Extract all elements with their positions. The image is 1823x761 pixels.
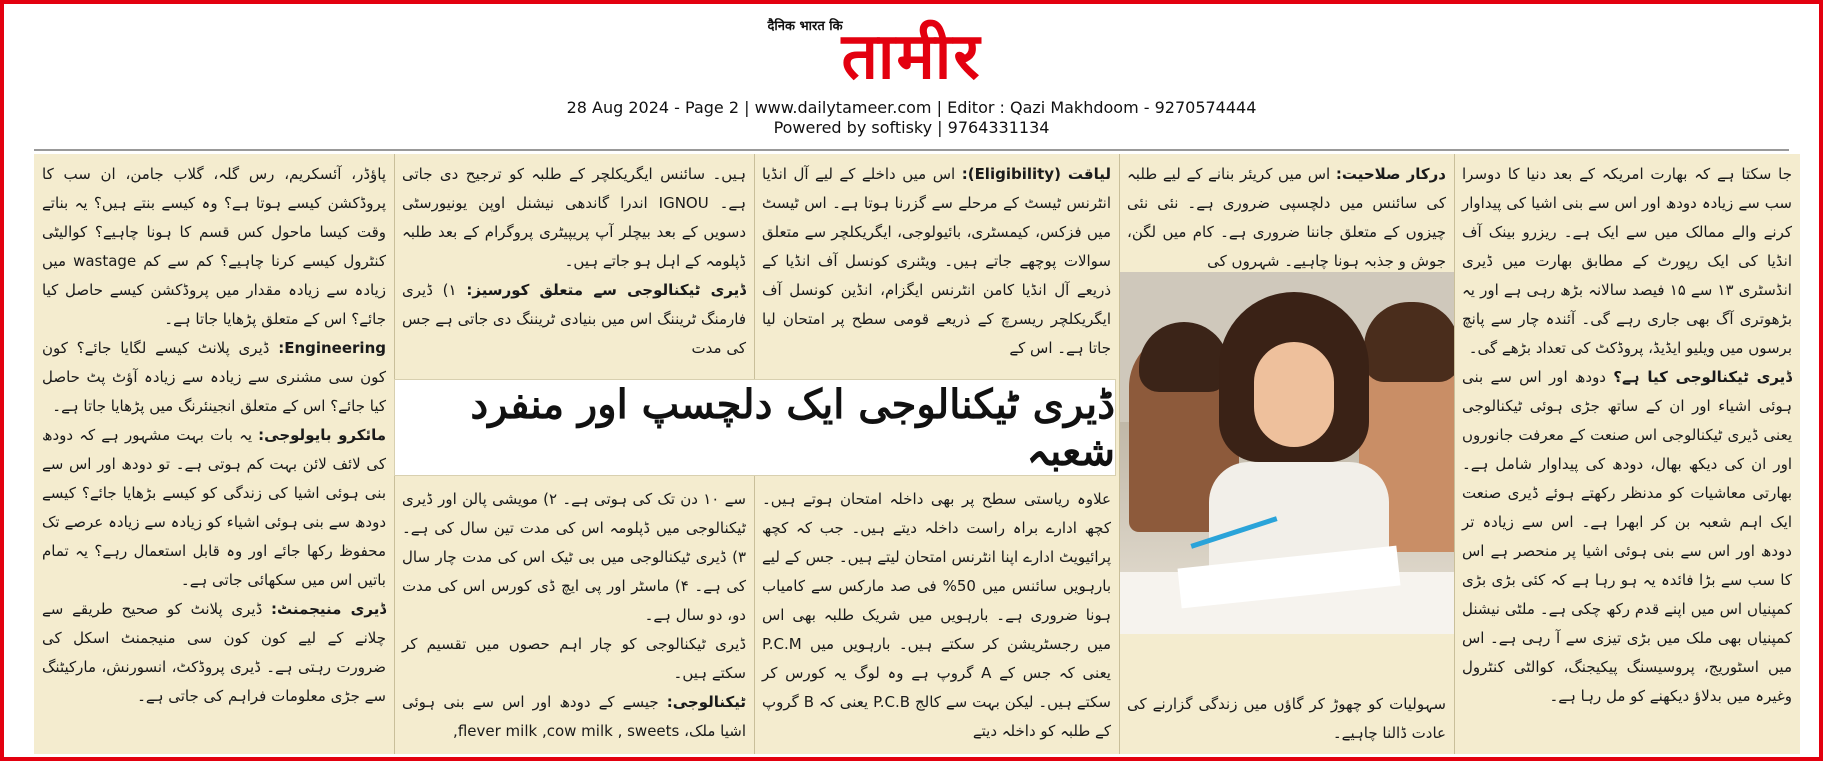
paragraph: سے ۱۰ دن تک کی ہوتی ہے۔ ۲) مویشی پالن اور ڈیری ٹیکنالوجی میں ڈپلومہ اس کی مدت تین سال کی ہے۔ ۳) ڈیری ٹیکنالوجی میں بی ٹیک اس کی مدت چار سال کی ہے۔ ۴) ماسٹر اور پی ایچ ڈی کورس اس کی مدت دو، دو سال ہے۔ bbox=[402, 490, 746, 624]
article-photo bbox=[1119, 272, 1454, 634]
article-column-5 bbox=[34, 154, 394, 754]
logo-wordmark: तामीर bbox=[841, 20, 982, 94]
paragraph: ہیں۔ سائنس ایگریکلچر کے طلبہ کو ترجیح دی جاتی ہے۔ IGNOU اندرا گاندھی نیشنل اوپن یونیورسٹی دسویں کے بعد بیچلر آپ پریپیٹری پروگرام کے بعد طلبہ ڈپلومہ کے اہل ہو جاتے ہیں۔ bbox=[402, 165, 746, 270]
separator-2: | bbox=[931, 98, 948, 117]
subheading: درکار صلاحیت: bbox=[1335, 165, 1446, 183]
logo-tagline: दैनिक भारत कि bbox=[767, 19, 843, 34]
article-column-3-top bbox=[754, 154, 1119, 389]
article-clipping bbox=[34, 154, 1800, 754]
article-column-3-bottom bbox=[754, 479, 1119, 754]
column-divider bbox=[1454, 154, 1455, 754]
article-column-2-bottom bbox=[1119, 684, 1454, 754]
date-page: 28 Aug 2024 - Page 2 bbox=[566, 98, 740, 117]
separator-1: | bbox=[739, 98, 755, 117]
masthead bbox=[4, 10, 1819, 138]
paragraph: ڈیری ٹیکنالوجی کو چار اہم حصوں میں تقسیم کر سکتے ہیں۔ bbox=[402, 635, 746, 682]
paragraph: جیسے کے دودھ اور اس سے بنی ہوئی اشیا ملک، flever milk ,cow milk , sweets, bbox=[402, 693, 746, 740]
article-column-2-top bbox=[1119, 154, 1454, 272]
subheading: ڈیری ٹیکنالوجی کیا ہے؟ bbox=[1613, 368, 1792, 386]
editor-info: Editor : Qazi Makhdoom - 9270574444 bbox=[947, 98, 1257, 117]
website-link[interactable]: www.dailytameer.com bbox=[754, 98, 932, 117]
article-column-4-top bbox=[394, 154, 754, 389]
article-headline: ڈیری ٹیکنالوجی ایک دلچسپ اور منفرد شعبہ bbox=[470, 380, 1115, 475]
paragraph: یہ بات بہت مشہور ہے کہ دودھ کی لائف لائن بہت کم ہوتی ہے۔ تو دودھ اور اس سے بنی ہوئی اشیا کی زندگی کو کیسے بڑھایا جائے؟ کیسے دودھ سے بنی ہوئی اشیاء کو زیادہ سے زیادہ عرصے تک محفوظ رکھا جائے اور وہ قابل استعمال رہے؟ یہ تمام باتیں اس میں سکھائی جاتی ہے۔ bbox=[42, 426, 386, 589]
newspaper-logo bbox=[762, 10, 1062, 94]
paragraph: ۱) ڈیری فارمنگ ٹریننگ اس میں بنیادی ٹریننگ دی جاتی ہے جس کی مدت bbox=[402, 281, 746, 357]
paragraph: ڈیری پلانٹ کو صحیح طریقے سے چلانے کے لیے کون کون سی منیجمنٹ اسکل کی ضرورت رہتی ہے۔ ڈیری پروڈکٹ، انسورنش، مارکیٹنگ سے جڑی معلومات فراہم کی جاتی ہے۔ bbox=[42, 600, 386, 705]
subheading: ڈیری ٹیکنالوجی سے متعلق کورسیز: bbox=[466, 281, 746, 299]
subheading: ٹیکنالوجی: bbox=[666, 693, 746, 711]
subheading: لیاقت (Eligibility): bbox=[961, 165, 1111, 183]
column-divider bbox=[1119, 154, 1120, 754]
paragraph: ڈیری پلانٹ کیسے لگایا جائے؟ کون کون سی مشنری سے زیادہ سے زیادہ آؤٹ پٹ حاصل کیا جائے؟ اس کے متعلق انجینئرنگ میں پڑھایا جاتا ہے۔ bbox=[42, 339, 386, 415]
paragraph: سہولیات کو چھوڑ کر گاؤں میں زندگی گزارنے کی عادت ڈالنا چاہیے۔ bbox=[1127, 695, 1446, 742]
headline-box bbox=[394, 379, 1116, 476]
edition-info bbox=[4, 98, 1819, 118]
article-column-4-bottom bbox=[394, 479, 754, 754]
paragraph: جا سکتا ہے کہ بھارت امریکہ کے بعد دنیا کا دوسرا سب سے زیادہ دودھ اور اس سے بنی اشیا کی پیداوار کرنے والے ممالک میں سے ایک ہے۔ ریزرو بینک آف انڈیا کی ایک رپورٹ کے مطابق بھارت میں ڈیری انڈسٹری ۱۳ سے ۱۵ فیصد سالانہ بڑھ رہی ہے اور یہ بڑھوتری آگ بھی جاری رہے گی۔ آئندہ چار سے پانچ برسوں میں ویلیو ایڈیڈ، پروڈکٹ کی تعداد بڑھے گی۔ bbox=[1462, 165, 1792, 357]
paragraph: علاوہ ریاستی سطح پر بھی داخلہ امتحان ہوتے ہیں۔ کچھ ادارے براہ راست داخلہ دیتے ہیں۔ جب کہ کچھ پرائیویٹ ادارے اپنا انٹرنس امتحان لیتے ہیں۔ جس کے لیے بارہویں سائنس میں 50% فی صد مارکس سے کامیاب ہونا ضروری ہے۔ بارہویں میں شریک طلبہ بھی اس میں رجسٹریشن کر سکتے ہیں۔ بارہویں میں P.C.M یعنی کہ جس کے A گروپ ہے وہ لوگ یہ کورس کر سکتے ہیں۔ لیکن بہت سے کالج P.C.B یعنی کہ B گروپ کے طلبہ کو داخلہ دیتے bbox=[762, 490, 1111, 740]
header-rule bbox=[34, 149, 1789, 151]
paragraph: پاؤڈر، آئسکریم، رس گلہ، گلاب جامن، ان سب کا پروڈکشن کیسے ہوتا ہے؟ وہ کیسے بنتے ہیں؟ یہ بناتے وقت کیسا ماحول کس قسم کا ہونا چاہیے؟ کوالیٹی کنٹرول کیسے کرنا چاہیے؟ کم سے کم wastage میں زیادہ سے زیادہ مقدار میں پروڈکشن کیسے حاصل کیا جائے؟ اس کے متعلق پڑھایا جاتا ہے۔ bbox=[42, 165, 386, 328]
powered-by: Powered by softisky | 9764331134 bbox=[773, 118, 1050, 137]
subheading: Engineering: bbox=[278, 339, 386, 357]
paragraph: اس میں داخلے کے لیے آل انڈیا انٹرنس ٹیسٹ کے مرحلے سے گزرنا ہوتا ہے۔ اس ٹیسٹ میں فزکس، کیمسٹری، بائیولوجی، ایگریکلچر سے متعلق سوالات پوچھے جاتے ہیں۔ ویٹنری کونسل آف انڈیا کے ذریعے آل انڈیا کامن انٹرنس ایگزام، انڈین کونسل آف ایگریکلچر ریسرچ کے ذریعے قومی سطح پر امتحان لیا جاتا ہے۔ اس کے bbox=[762, 165, 1111, 357]
subheading: مائکرو بایولوجی: bbox=[258, 426, 386, 444]
paragraph: اس میں کریئر بنانے کے لیے طلبہ کی سائنس میں دلچسپی ضروری ہے۔ نئی نئی چیزوں کے متعلق جاننا ضروری ہے۔ کام میں لگن، جوش و جذبہ ہونا چاہیے۔ شہروں کی bbox=[1127, 165, 1446, 270]
article-column-1 bbox=[1454, 154, 1800, 754]
subheading: ڈیری منیجمنٹ: bbox=[271, 600, 387, 618]
paragraph: دودھ اور اس سے بنی ہوئی اشیاء اور ان کے ساتھ جڑی ہوئی ٹیکنالوجی یعنی ڈیری ٹیکنالوجی اس صنعت کے معرفت جانوروں اور ان کی دیکھ بھال، دودھ کی پیداوار شامل ہے۔ بھارتی معاشیات کو مدنظر رکھتے ہوئے ڈیری صنعت ایک اہم شعبہ بن کر ابھرا ہے۔ اس سے زیادہ تر دودھ اور اس سے بنی ہوئی اشیا پر منحصر ہے اس کا سب سے بڑا فائدہ یہ ہو رہا ہے کہ کئی بڑی بڑی کمپنیاں اس میں اپنے قدم رکھ چکی ہے۔ ملٹی نیشنل کمپنیاں بھی ملک میں بڑی تیزی سے آ رہی ہے۔ اس میں اسٹوریج، پروسیسنگ پیکیجنگ، کوالٹی کنٹرول وغیرہ میں بدلاؤ دیکھنے کو مل رہا ہے۔ bbox=[1462, 368, 1792, 705]
